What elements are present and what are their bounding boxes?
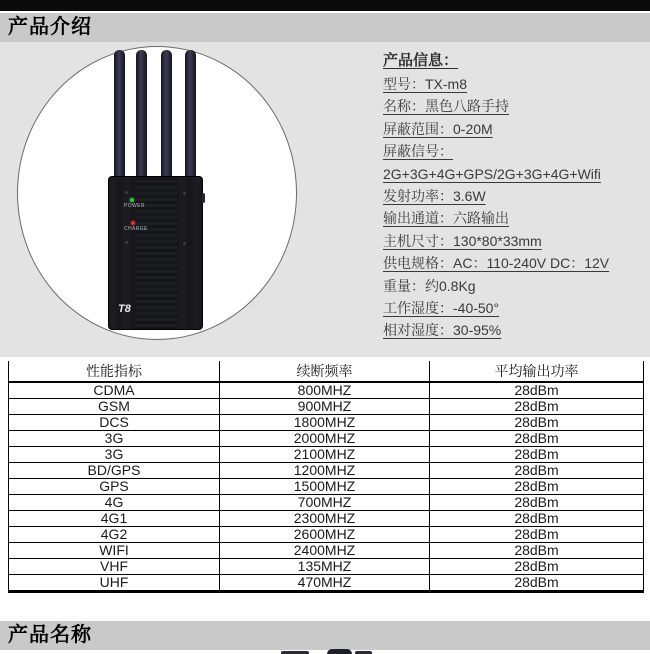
device-body-texture <box>136 177 177 329</box>
spec-table-cell: VHF <box>9 559 220 575</box>
info-line: 主机尺寸：130*80*33mm <box>383 232 542 249</box>
spec-table-cell: 3G <box>9 431 220 447</box>
product-info-title: 产品信息： <box>383 52 459 69</box>
spec-table-cell: 28dBm <box>430 382 644 399</box>
screw-icon <box>183 192 186 195</box>
spec-table-row <box>9 495 644 511</box>
spec-table <box>8 361 644 593</box>
spec-table-cell: 28dBm <box>430 495 644 511</box>
info-line: 2G+3G+4G+GPS/2G+3G+4G+Wifi <box>383 165 601 182</box>
antenna-icon <box>185 50 196 190</box>
screw-icon <box>183 242 186 245</box>
spec-table-cell: 28dBm <box>430 527 644 543</box>
antenna-icon <box>114 50 125 190</box>
antenna-icon <box>161 50 172 190</box>
spec-table-cell: 28dBm <box>430 559 644 575</box>
spec-table-header-row <box>9 361 644 382</box>
spec-table-cell: 4G2 <box>9 527 220 543</box>
product-info-panel <box>383 49 645 342</box>
spec-table-cell: 28dBm <box>430 463 644 479</box>
spec-table-cell: 1200MHZ <box>220 463 430 479</box>
spec-table-cell: 135MHZ <box>220 559 430 575</box>
spec-table-cell: 1500MHZ <box>220 479 430 495</box>
spec-table-cell: 3G <box>9 447 220 463</box>
info-line: 发射功率：3.6W <box>383 188 486 205</box>
spec-table-header-cell: 平均输出功率 <box>430 361 644 382</box>
spec-table-cell: 2600MHZ <box>220 527 430 543</box>
spec-table-row <box>9 399 644 415</box>
spec-table-row <box>9 382 644 399</box>
device-side-button <box>202 193 205 203</box>
spec-table-cell: 2300MHZ <box>220 511 430 527</box>
spec-table-cell: 28dBm <box>430 431 644 447</box>
spec-table-cell: 2400MHZ <box>220 543 430 559</box>
spec-table-row <box>9 431 644 447</box>
spec-table-row <box>9 527 644 543</box>
spec-table-row <box>9 575 644 592</box>
spec-table-cell: 28dBm <box>430 511 644 527</box>
spec-table-cell: 470MHZ <box>220 575 430 592</box>
spec-table-cell: 2100MHZ <box>220 447 430 463</box>
top-black-bar <box>0 0 650 11</box>
section-header-name <box>0 621 650 650</box>
spec-table-cell: GSM <box>9 399 220 415</box>
photo-section <box>0 42 650 357</box>
screw-icon <box>125 241 128 244</box>
spec-table-cell: BD/GPS <box>9 463 220 479</box>
spec-table-body <box>9 382 644 592</box>
spec-table-row <box>9 415 644 431</box>
spec-table-cell: 4G <box>9 495 220 511</box>
device-body <box>108 176 203 330</box>
spec-table-row <box>9 479 644 495</box>
spec-table-cell: GPS <box>9 479 220 495</box>
spec-table-cell: 2000MHZ <box>220 431 430 447</box>
spec-table-row <box>9 447 644 463</box>
info-line: 重量：约0.8Kg <box>383 277 476 294</box>
charge-led-icon <box>131 221 135 225</box>
spec-table-cell: 900MHZ <box>220 399 430 415</box>
spec-table-cell: UHF <box>9 575 220 592</box>
spec-table-row <box>9 511 644 527</box>
info-line: 工作湿度：-40-50° <box>383 300 500 317</box>
info-line: 屏蔽信号： <box>383 143 453 160</box>
info-line: 型号：TX-m8 <box>383 76 467 92</box>
spec-table-cell: 800MHZ <box>220 382 430 399</box>
info-line: 名称：黑色八路手持 <box>383 98 509 115</box>
section-header-intro <box>0 13 650 42</box>
spec-table-header-cell: 续断频率 <box>220 361 430 382</box>
section-header-name-label: 产品名称 <box>8 624 92 646</box>
charge-led-label: CHARGE <box>124 226 148 232</box>
info-line: 相对湿度：30-95% <box>383 322 502 339</box>
spec-table-cell: 700MHZ <box>220 495 430 511</box>
spec-table-cell: 28dBm <box>430 479 644 495</box>
spec-table-row <box>9 463 644 479</box>
device-logo: T8 <box>118 303 131 315</box>
spec-table-cell: 4G1 <box>9 511 220 527</box>
section-header-intro-label: 产品介绍 <box>8 16 92 38</box>
spec-table-cell: CDMA <box>9 382 220 399</box>
info-line: 输出通道：六路输出 <box>383 210 509 227</box>
next-photo-antenna-tip <box>327 649 352 654</box>
spec-table-row <box>9 543 644 559</box>
spec-table-cell: 1800MHZ <box>220 415 430 431</box>
antenna-icon <box>136 50 147 190</box>
spec-table-cell: 28dBm <box>430 415 644 431</box>
power-led-icon <box>130 198 134 202</box>
spec-table-cell: WIFI <box>9 543 220 559</box>
power-led-label: POWER <box>124 203 145 209</box>
product-info-lines <box>383 73 645 342</box>
spec-table-cell: 28dBm <box>430 575 644 592</box>
spec-table-cell: DCS <box>9 415 220 431</box>
screw-icon <box>125 191 128 194</box>
spec-table-cell: 28dBm <box>430 447 644 463</box>
info-line: 供电规格：AC：110-240V DC：12V <box>383 255 610 272</box>
spec-table-row <box>9 559 644 575</box>
spec-table-cell: 28dBm <box>430 399 644 415</box>
spec-table-header-cell: 性能指标 <box>9 361 220 382</box>
info-line: 屏蔽范围：0-20M <box>383 120 493 137</box>
spec-table-cell: 28dBm <box>430 543 644 559</box>
